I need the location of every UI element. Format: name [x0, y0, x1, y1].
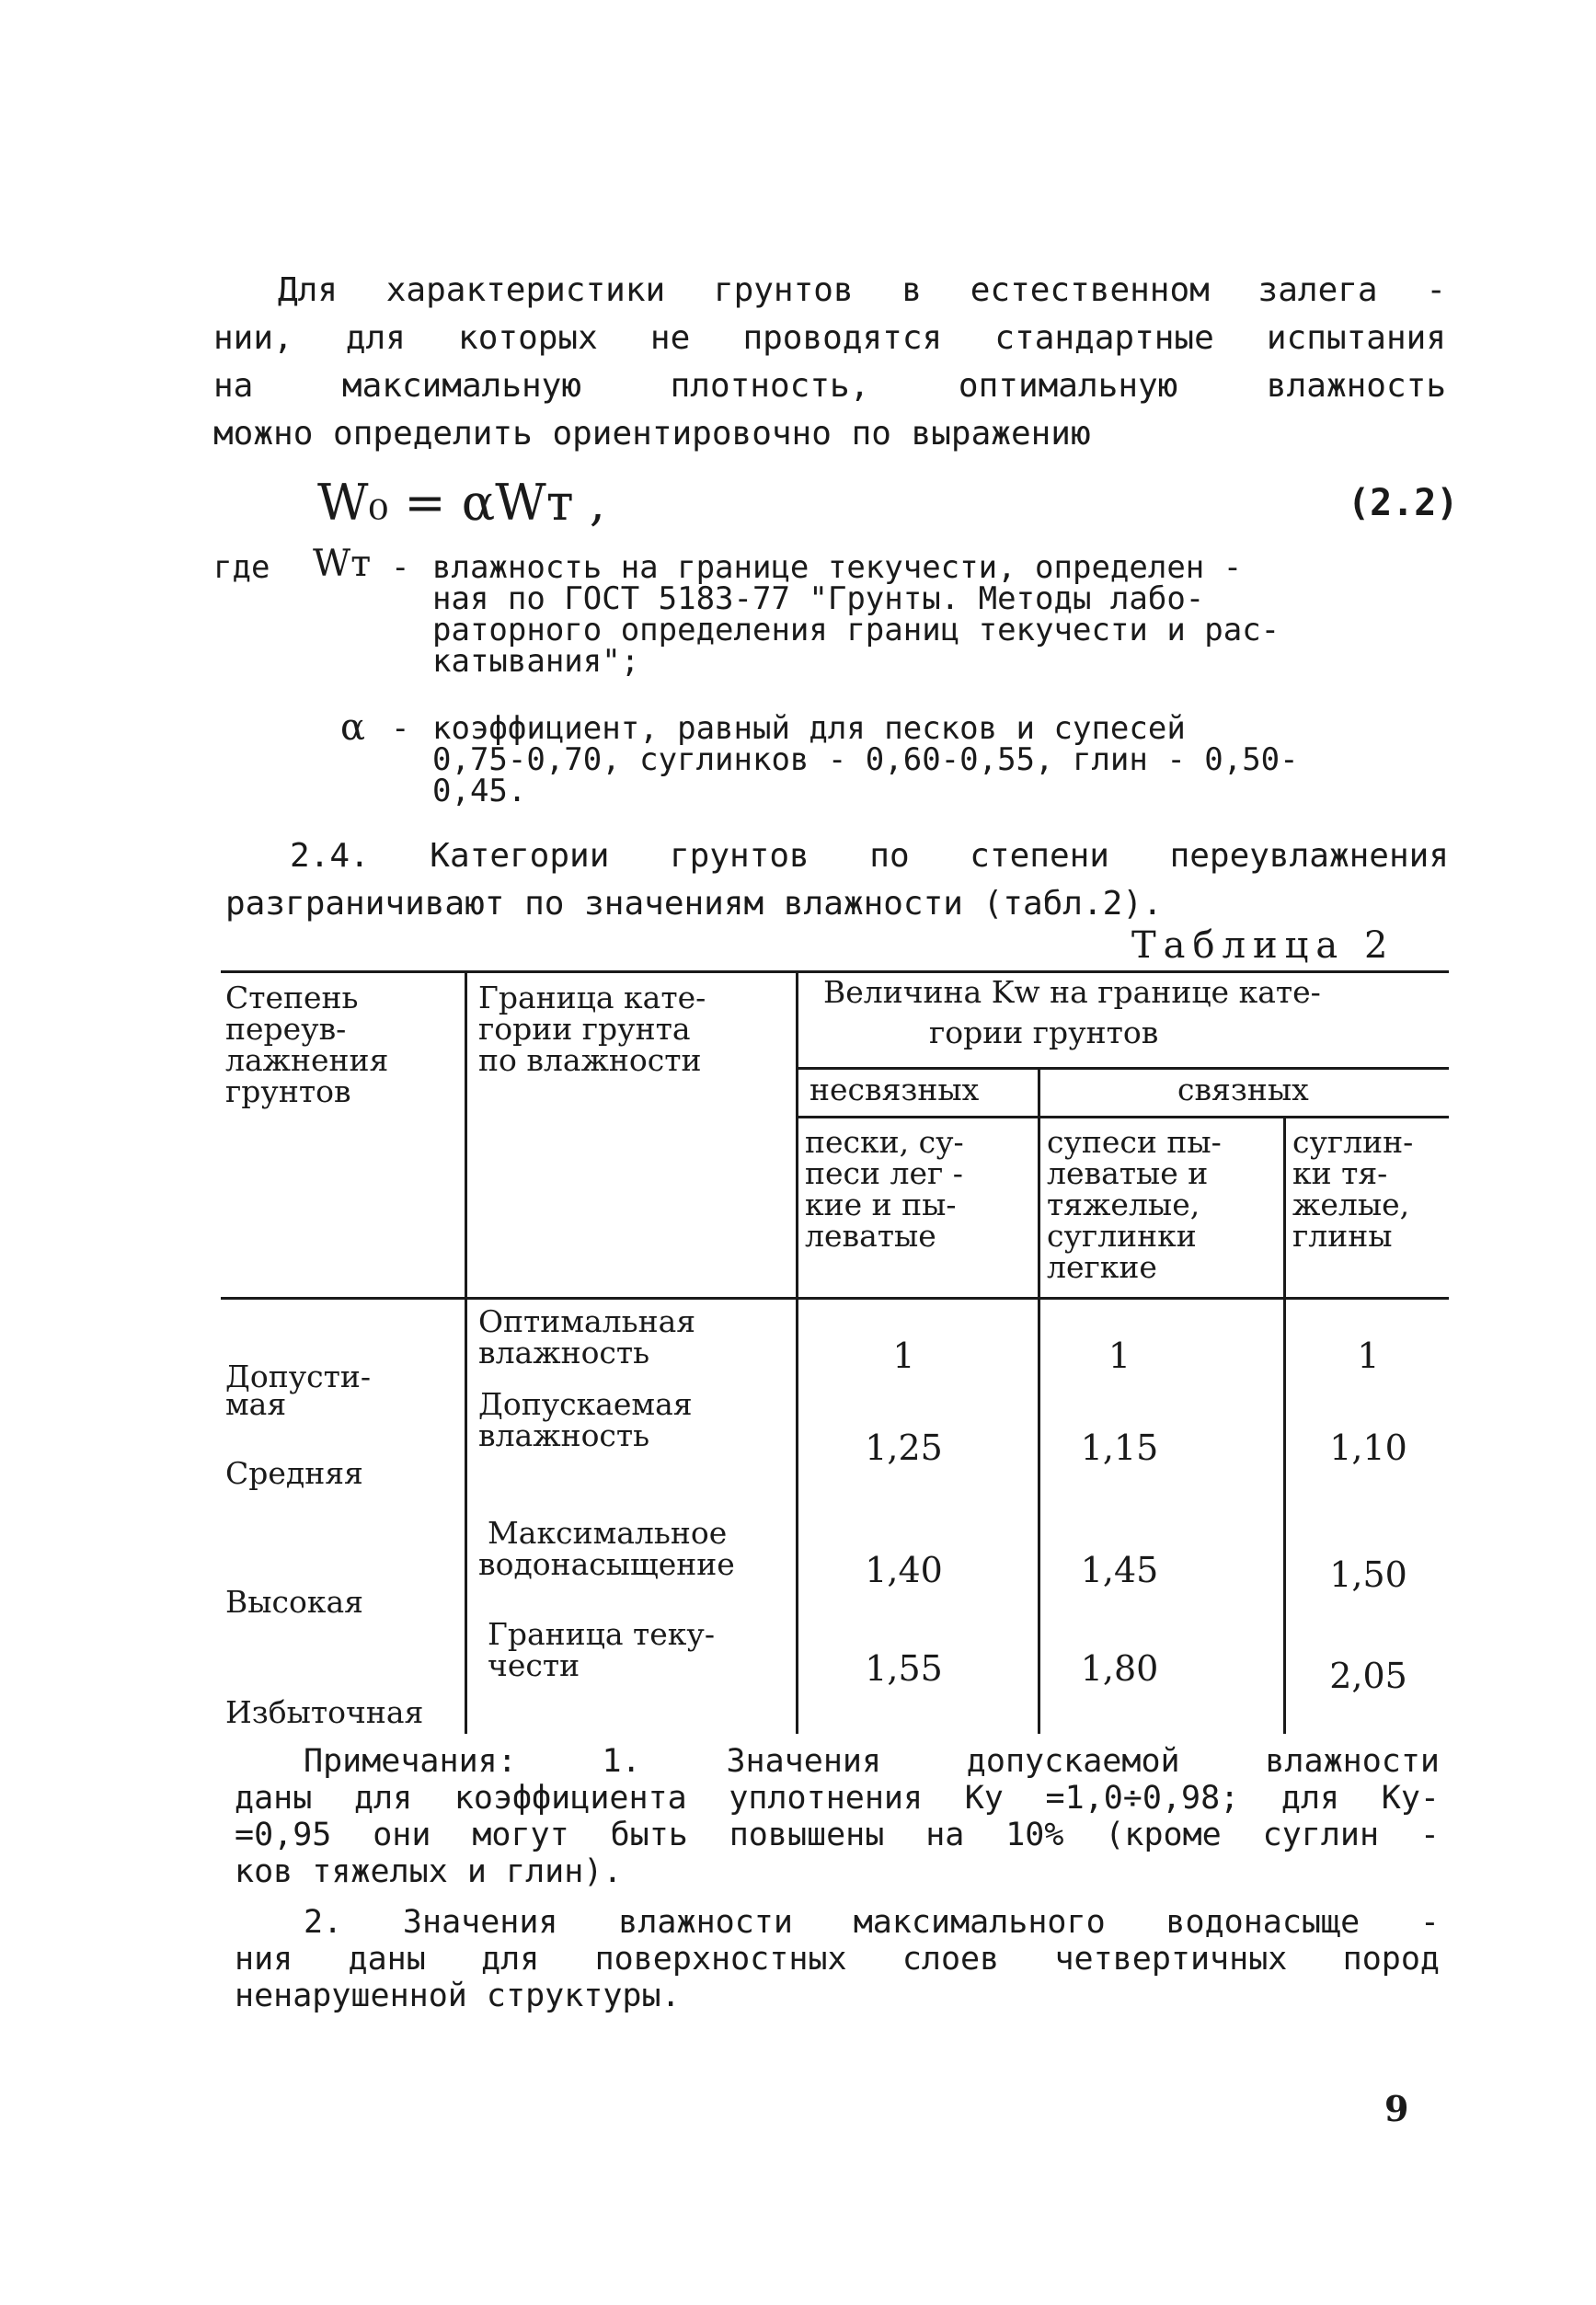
section-line-2: разграничивают по значениям влажности (табл.2). [225, 885, 1163, 923]
degree-excessive: Избыточная [225, 1694, 424, 1730]
note-1-line-4: ков тяжелых и глин). [235, 1853, 623, 1890]
header-sub2-line-3: тяжелые, [1047, 1187, 1200, 1222]
row-1-value-noncohesive: 1 [892, 1336, 915, 1376]
definition-dash: - [391, 710, 410, 747]
header-cohesive: связных [1177, 1072, 1309, 1107]
row-3-value-cohesive-heavy: 1,50 [1329, 1554, 1407, 1595]
definition-alpha-line-1: коэффициент, равный для песков и супесей [432, 710, 1186, 747]
header-kw-line-1: Величина Kw на границе кате- [823, 974, 1321, 1010]
header-degree-line-2: переув- [225, 1011, 347, 1047]
row-2-value-cohesive-light: 1,15 [1080, 1428, 1159, 1468]
table-vline-sub2 [1038, 1067, 1040, 1734]
table-vline-sub3 [1283, 1116, 1286, 1734]
equation-number: (2.2) [1348, 482, 1459, 524]
row-3-boundary-line-1: Максимальное [488, 1515, 728, 1551]
table-caption: Таблица 2 [1131, 924, 1395, 967]
degree-high: Высокая [225, 1584, 363, 1620]
definition-alpha-line-2: 0,75-0,70, суглинков - 0,60-0,55, глин - 0,50- [432, 741, 1299, 778]
header-boundary-line-3: по влажности [478, 1042, 702, 1078]
row-3-value-noncohesive: 1,40 [865, 1550, 943, 1590]
formula: W₀ = αWт , [317, 474, 605, 532]
table-header-bottom [221, 1297, 1449, 1300]
row-4-boundary-line-1: Граница теку- [488, 1616, 716, 1652]
row-4-value-cohesive-light: 1,80 [1080, 1648, 1159, 1689]
definition-wt-line-2: ная по ГОСТ 5183-77 "Грунты. Методы лабо- [432, 580, 1205, 617]
table-hline-kw [796, 1067, 1449, 1070]
header-boundary-line-1: Граница кате- [478, 980, 706, 1015]
definition-wt-line-1: влажность на границе текучести, определен - [432, 549, 1243, 586]
row-2-value-cohesive-heavy: 1,10 [1329, 1428, 1407, 1468]
header-sub2-line-5: легкие [1047, 1249, 1157, 1285]
header-sub2-line-4: суглинки [1047, 1218, 1197, 1254]
header-sub3-line-1: суглин- [1292, 1124, 1414, 1160]
header-noncohesive: несвязных [809, 1072, 980, 1107]
note-2-line-2: ния даны для поверхностных слоев четвертичных пород [235, 1941, 1440, 1978]
row-3-value-cohesive-light: 1,45 [1080, 1550, 1159, 1590]
row-2-boundary-line-1: Допускаемая [478, 1386, 693, 1422]
row-3-boundary-line-2: водонасыщение [478, 1546, 735, 1582]
header-sub1-line-4: леватые [805, 1218, 936, 1254]
row-4-boundary-line-2: чести [488, 1647, 580, 1683]
header-sub2-line-1: супеси пы- [1047, 1124, 1222, 1160]
degree-medium: Средняя [225, 1455, 363, 1491]
page-number: 9 [1384, 2088, 1409, 2129]
row-1-value-cohesive-light: 1 [1108, 1336, 1131, 1376]
header-degree-line-4: грунтов [225, 1073, 351, 1109]
intro-line-4: можно определить ориентировочно по выражению [213, 415, 1091, 453]
intro-line-1: Для характеристики грунтов в естественном залега - [278, 271, 1446, 309]
header-boundary-line-2: гории грунта [478, 1011, 691, 1047]
header-sub3-line-2: ки тя- [1292, 1155, 1388, 1191]
table-vline-values [796, 970, 798, 1734]
intro-line-2: нии, для которых не проводятся стандартные испытания [213, 319, 1446, 357]
header-sub2-line-2: леватые и [1047, 1155, 1209, 1191]
header-sub3-line-3: желые, [1292, 1187, 1410, 1222]
degree-permissible-line-1: Допусти- [225, 1359, 371, 1394]
where-word: где [213, 549, 270, 586]
table-vline-boundary [465, 970, 467, 1734]
table-top-border [221, 970, 1449, 973]
note-2-line-1: 2. Значения влажности максимального водонасыще - [304, 1904, 1440, 1941]
definition-wt-line-3: раторного определения границ текучести и рас- [432, 612, 1280, 648]
note-1-line-3: =0,95 они могут быть повышены на 10% (кроме суглин - [235, 1817, 1440, 1853]
header-sub1-line-3: кие и пы- [805, 1187, 957, 1222]
header-kw-line-2: гории грунтов [929, 1015, 1159, 1050]
definition-dash: - [391, 549, 410, 586]
note-1-line-2: даны для коэффициента уплотнения Ку =1,0÷0,98; для Ку- [235, 1780, 1440, 1817]
definition-symbol-wt: Wт [313, 543, 372, 585]
header-degree-line-3: лажнения [225, 1042, 389, 1078]
row-1-boundary-line-1: Оптимальная [478, 1303, 696, 1339]
row-4-value-cohesive-heavy: 2,05 [1329, 1656, 1407, 1696]
table-hline-cohesion [796, 1116, 1449, 1118]
degree-permissible-line-2: мая [225, 1386, 287, 1422]
definition-alpha-line-3: 0,45. [432, 773, 527, 809]
row-2-boundary-line-2: влажность [478, 1417, 650, 1453]
row-1-boundary-line-2: влажность [478, 1335, 650, 1370]
row-2-value-noncohesive: 1,25 [865, 1428, 943, 1468]
header-degree-line-1: Степень [225, 980, 359, 1015]
definition-wt-line-4: катывания"; [432, 643, 640, 680]
note-1-line-1: Примечания: 1. Значения допускаемой влажности [304, 1743, 1440, 1780]
row-4-value-noncohesive: 1,55 [865, 1648, 943, 1689]
definition-symbol-alpha: α [340, 706, 366, 749]
row-1-value-cohesive-heavy: 1 [1357, 1336, 1380, 1376]
header-sub1-line-2: песи лег - [805, 1155, 963, 1191]
section-line-1: 2.4. Категории грунтов по степени переувлажнения [290, 837, 1449, 875]
note-2-line-3: ненарушенной структуры. [235, 1978, 681, 2014]
intro-line-3: на максимальную плотность, оптимальную влажность [213, 367, 1446, 405]
header-sub3-line-4: глины [1292, 1218, 1393, 1254]
header-sub1-line-1: пески, су- [805, 1124, 964, 1160]
